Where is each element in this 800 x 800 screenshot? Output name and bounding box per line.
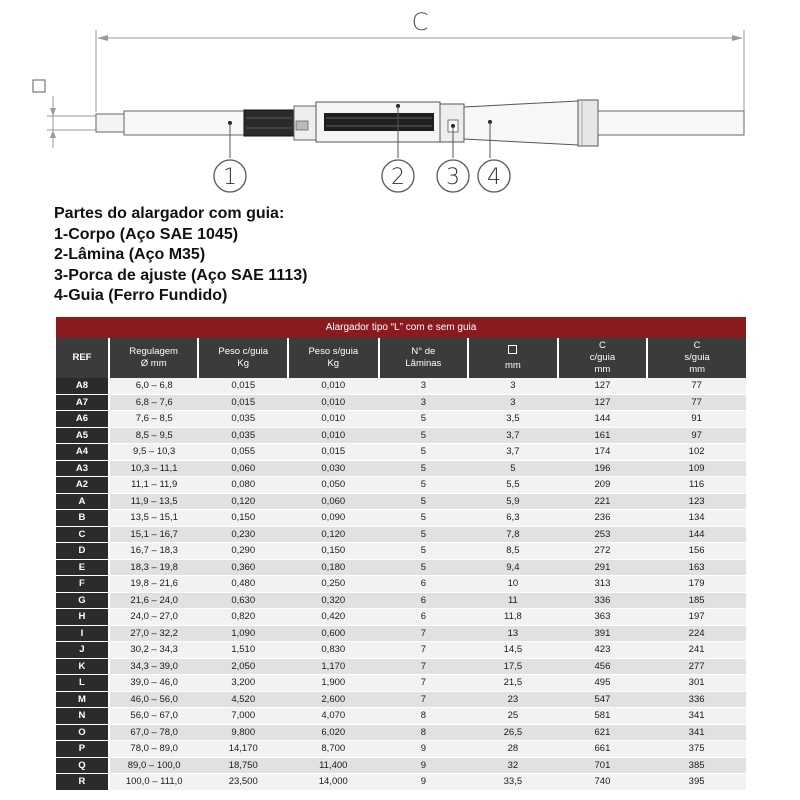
cell-regulagem: 67,0 – 78,0: [109, 724, 199, 741]
header-regulagem: [109, 338, 199, 378]
table-row: [56, 757, 746, 774]
cell-peso-com-guia: 2,050: [198, 658, 288, 675]
header-line: C: [693, 340, 701, 351]
cell-square-mm: 3,7: [468, 444, 558, 461]
cell-regulagem: 78,0 – 89,0: [109, 741, 199, 758]
cell-peso-sem-guia: 0,015: [288, 444, 379, 461]
cell-square-mm: 33,5: [468, 774, 558, 791]
table-title-row: [56, 317, 746, 338]
cell-c-com-guia: 547: [558, 691, 648, 708]
header-c-sem-guia: [647, 338, 746, 378]
header-square: [468, 338, 558, 378]
cell-laminas: 6: [379, 609, 469, 626]
cell-regulagem: 7,6 – 8,5: [109, 411, 199, 428]
table-row: [56, 559, 746, 576]
cell-peso-sem-guia: 4,070: [288, 708, 379, 725]
cell-peso-sem-guia: 0,600: [288, 625, 379, 642]
cell-peso-com-guia: 0,290: [198, 543, 288, 560]
cell-peso-com-guia: 0,035: [198, 427, 288, 444]
cell-regulagem: 39,0 – 46,0: [109, 675, 199, 692]
cell-laminas: 6: [379, 592, 469, 609]
cell-c-com-guia: 391: [558, 625, 648, 642]
parts-list: [54, 204, 307, 307]
square-arrow-bottom: [50, 130, 56, 138]
cell-square-mm: 13: [468, 625, 558, 642]
cell-c-sem-guia: 77: [647, 378, 746, 394]
cell-peso-sem-guia: 0,120: [288, 526, 379, 543]
parts-item: 4-Guia (Ferro Fundido): [54, 287, 228, 304]
cell-regulagem: 11,1 – 11,9: [109, 477, 199, 494]
cell-regulagem: 15,1 – 16,7: [109, 526, 199, 543]
cell-peso-sem-guia: 0,010: [288, 427, 379, 444]
header-line: C: [598, 340, 606, 351]
cell-regulagem: 34,3 – 39,0: [109, 658, 199, 675]
table-row: [56, 774, 746, 791]
header-line: mm: [689, 364, 706, 375]
cell-regulagem: 10,3 – 11,1: [109, 460, 199, 477]
cell-c-sem-guia: 341: [647, 724, 746, 741]
cell-c-com-guia: 161: [558, 427, 648, 444]
cell-ref: M: [56, 691, 109, 708]
cell-square-mm: 3,5: [468, 411, 558, 428]
cell-c-sem-guia: 179: [647, 576, 746, 593]
cell-c-sem-guia: 336: [647, 691, 746, 708]
cell-laminas: 5: [379, 493, 469, 510]
table-body: [56, 378, 746, 790]
cell-ref: N: [56, 708, 109, 725]
cell-regulagem: 9,5 – 10,3: [109, 444, 199, 461]
cell-regulagem: 18,3 – 19,8: [109, 559, 199, 576]
cell-c-sem-guia: 97: [647, 427, 746, 444]
cell-peso-com-guia: 9,800: [198, 724, 288, 741]
cell-c-com-guia: 581: [558, 708, 648, 725]
cell-square-mm: 21,5: [468, 675, 558, 692]
cell-c-com-guia: 127: [558, 378, 648, 394]
table-row: [56, 460, 746, 477]
cell-laminas: 9: [379, 757, 469, 774]
square-symbol: [33, 80, 45, 92]
cell-c-sem-guia: 241: [647, 642, 746, 659]
cell-laminas: 5: [379, 444, 469, 461]
cell-c-sem-guia: 395: [647, 774, 746, 791]
cell-laminas: 8: [379, 708, 469, 725]
cell-peso-com-guia: 18,750: [198, 757, 288, 774]
cell-laminas: 5: [379, 411, 469, 428]
cell-square-mm: 8,5: [468, 543, 558, 560]
cell-ref: D: [56, 543, 109, 560]
cell-laminas: 7: [379, 675, 469, 692]
cell-regulagem: 27,0 – 32,2: [109, 625, 199, 642]
callout-label-4: 4: [487, 165, 501, 190]
cell-regulagem: 11,9 – 13,5: [109, 493, 199, 510]
cell-c-sem-guia: 224: [647, 625, 746, 642]
cell-laminas: 5: [379, 427, 469, 444]
cell-c-sem-guia: 144: [647, 526, 746, 543]
cell-regulagem: 24,0 – 27,0: [109, 609, 199, 626]
cell-peso-com-guia: 23,500: [198, 774, 288, 791]
cell-c-sem-guia: 102: [647, 444, 746, 461]
cell-square-mm: 3: [468, 378, 558, 394]
cell-square-mm: 23: [468, 691, 558, 708]
cell-peso-sem-guia: 0,320: [288, 592, 379, 609]
cell-square-mm: 10: [468, 576, 558, 593]
spec-table: [56, 317, 746, 791]
cell-peso-com-guia: 1,510: [198, 642, 288, 659]
cell-peso-sem-guia: 0,010: [288, 378, 379, 394]
cell-laminas: 3: [379, 394, 469, 411]
cell-c-com-guia: 495: [558, 675, 648, 692]
cell-c-sem-guia: 156: [647, 543, 746, 560]
cell-square-mm: 5: [468, 460, 558, 477]
dimension-arrow-left: [97, 35, 108, 41]
header-line: Peso c/guia: [218, 346, 269, 357]
cell-c-com-guia: 236: [558, 510, 648, 527]
cell-regulagem: 30,2 – 34,3: [109, 642, 199, 659]
cell-ref: B: [56, 510, 109, 527]
cell-c-com-guia: 272: [558, 543, 648, 560]
table-row: [56, 411, 746, 428]
table-row: [56, 592, 746, 609]
cell-peso-com-guia: 14,170: [198, 741, 288, 758]
cell-ref: E: [56, 559, 109, 576]
cell-peso-com-guia: 0,150: [198, 510, 288, 527]
collar-groove: [296, 121, 308, 130]
cell-ref: O: [56, 724, 109, 741]
table-row: [56, 642, 746, 659]
cell-c-com-guia: 127: [558, 394, 648, 411]
cell-peso-com-guia: 7,000: [198, 708, 288, 725]
cell-c-com-guia: 363: [558, 609, 648, 626]
cell-c-com-guia: 701: [558, 757, 648, 774]
table-row: [56, 444, 746, 461]
table-header-row: [56, 338, 746, 378]
cell-ref: F: [56, 576, 109, 593]
cell-regulagem: 19,8 – 21,6: [109, 576, 199, 593]
cell-peso-sem-guia: 0,090: [288, 510, 379, 527]
cell-c-com-guia: 336: [558, 592, 648, 609]
cell-peso-com-guia: 0,015: [198, 378, 288, 394]
cell-c-sem-guia: 91: [647, 411, 746, 428]
cell-peso-com-guia: 0,060: [198, 460, 288, 477]
cell-ref: H: [56, 609, 109, 626]
table-row: [56, 741, 746, 758]
cell-square-mm: 6,3: [468, 510, 558, 527]
header-line: N° de: [411, 346, 436, 357]
header-line: Ø mm: [140, 358, 167, 369]
cell-laminas: 9: [379, 774, 469, 791]
cell-peso-sem-guia: 0,010: [288, 394, 379, 411]
header-ref: REF: [56, 338, 109, 378]
cell-ref: A7: [56, 394, 109, 411]
cell-c-com-guia: 423: [558, 642, 648, 659]
cell-c-com-guia: 621: [558, 724, 648, 741]
cell-square-mm: 14,5: [468, 642, 558, 659]
header-line: Kg: [237, 358, 250, 369]
cell-peso-sem-guia: 11,400: [288, 757, 379, 774]
cell-ref: R: [56, 774, 109, 791]
cell-square-mm: 3: [468, 394, 558, 411]
cell-peso-com-guia: 4,520: [198, 691, 288, 708]
square-arrow-top: [50, 108, 56, 116]
callout-label-2: 2: [391, 165, 405, 190]
cell-laminas: 8: [379, 724, 469, 741]
cell-ref: A2: [56, 477, 109, 494]
cell-c-sem-guia: 341: [647, 708, 746, 725]
cell-peso-sem-guia: 1,170: [288, 658, 379, 675]
parts-item: 2-Lâmina (Aço M35): [54, 246, 206, 263]
cell-laminas: 5: [379, 510, 469, 527]
header-line: mm: [594, 364, 611, 375]
cell-c-sem-guia: 375: [647, 741, 746, 758]
cell-c-com-guia: 291: [558, 559, 648, 576]
table-row: [56, 658, 746, 675]
callout-label-1: 1: [223, 165, 237, 190]
cell-c-sem-guia: 123: [647, 493, 746, 510]
cell-c-sem-guia: 163: [647, 559, 746, 576]
table-row: [56, 576, 746, 593]
cell-square-mm: 26,5: [468, 724, 558, 741]
cell-c-sem-guia: 77: [647, 394, 746, 411]
cell-laminas: 6: [379, 576, 469, 593]
cell-laminas: 5: [379, 543, 469, 560]
cell-ref: A: [56, 493, 109, 510]
header-line: Kg: [327, 358, 340, 369]
cell-peso-sem-guia: 0,030: [288, 460, 379, 477]
cell-c-sem-guia: 116: [647, 477, 746, 494]
cell-ref: G: [56, 592, 109, 609]
cell-peso-com-guia: 1,090: [198, 625, 288, 642]
table-row: [56, 708, 746, 725]
cell-c-sem-guia: 301: [647, 675, 746, 692]
cell-square-mm: 7,8: [468, 526, 558, 543]
cell-laminas: 9: [379, 741, 469, 758]
cell-peso-sem-guia: 0,010: [288, 411, 379, 428]
cell-c-sem-guia: 385: [647, 757, 746, 774]
cell-c-com-guia: 456: [558, 658, 648, 675]
cell-regulagem: 13,5 – 15,1: [109, 510, 199, 527]
cell-peso-sem-guia: 14,000: [288, 774, 379, 791]
header-laminas: [379, 338, 469, 378]
cell-square-mm: 11: [468, 592, 558, 609]
dimension-label-c: C: [411, 8, 429, 36]
cell-regulagem: 46,0 – 56,0: [109, 691, 199, 708]
cell-c-sem-guia: 197: [647, 609, 746, 626]
callout-label-3: 3: [446, 165, 460, 190]
parts-item: 1-Corpo (Aço SAE 1045): [54, 225, 239, 243]
cell-ref: Q: [56, 757, 109, 774]
cell-regulagem: 21,6 – 24,0: [109, 592, 199, 609]
table-row: [56, 724, 746, 741]
cell-c-com-guia: 313: [558, 576, 648, 593]
cell-square-mm: 25: [468, 708, 558, 725]
cell-c-com-guia: 144: [558, 411, 648, 428]
cell-regulagem: 56,0 – 67,0: [109, 708, 199, 725]
cell-peso-com-guia: 0,080: [198, 477, 288, 494]
cell-c-com-guia: 221: [558, 493, 648, 510]
cell-ref: K: [56, 658, 109, 675]
cell-ref: L: [56, 675, 109, 692]
header-line: s/guia: [684, 352, 710, 363]
header-c-com-guia: [558, 338, 648, 378]
cell-square-mm: 9,4: [468, 559, 558, 576]
cell-square-mm: 28: [468, 741, 558, 758]
cell-regulagem: 6,8 – 7,6: [109, 394, 199, 411]
blade-section-1: [244, 110, 294, 136]
cell-peso-sem-guia: 0,060: [288, 493, 379, 510]
parts-item: 3-Porca de ajuste (Aço SAE 1113): [54, 266, 308, 284]
cell-c-sem-guia: 185: [647, 592, 746, 609]
header-peso-com-guia: [198, 338, 288, 378]
cell-peso-sem-guia: 0,250: [288, 576, 379, 593]
cell-peso-com-guia: 0,055: [198, 444, 288, 461]
parts-heading: Partes do alargador com guia:: [54, 205, 285, 222]
cell-ref: J: [56, 642, 109, 659]
cell-ref: A8: [56, 378, 109, 394]
blade-dark-band: [324, 113, 434, 131]
cell-peso-com-guia: 0,480: [198, 576, 288, 593]
table-row: [56, 510, 746, 527]
shank-square-end: [96, 114, 124, 132]
cell-ref: C: [56, 526, 109, 543]
cell-square-mm: 5,5: [468, 477, 558, 494]
cell-ref: A4: [56, 444, 109, 461]
dimension-arrow-right: [732, 35, 743, 41]
cell-c-sem-guia: 109: [647, 460, 746, 477]
cell-laminas: 3: [379, 378, 469, 394]
cell-peso-sem-guia: 0,830: [288, 642, 379, 659]
cell-c-com-guia: 209: [558, 477, 648, 494]
cell-square-mm: 3,7: [468, 427, 558, 444]
cell-peso-com-guia: 3,200: [198, 675, 288, 692]
cell-square-mm: 32: [468, 757, 558, 774]
cell-c-com-guia: 740: [558, 774, 648, 791]
header-peso-sem-guia: [288, 338, 379, 378]
table-row: [56, 427, 746, 444]
cell-regulagem: 6,0 – 6,8: [109, 378, 199, 394]
cell-laminas: 7: [379, 658, 469, 675]
cell-ref: A6: [56, 411, 109, 428]
cell-c-com-guia: 196: [558, 460, 648, 477]
table-title: Alargador tipo “L” com e sem guia: [56, 317, 746, 338]
cell-square-mm: 5,9: [468, 493, 558, 510]
reamer-diagram: [0, 0, 800, 200]
cell-peso-com-guia: 0,035: [198, 411, 288, 428]
cell-peso-sem-guia: 0,420: [288, 609, 379, 626]
guide-taper: [464, 101, 578, 145]
cell-regulagem: 8,5 – 9,5: [109, 427, 199, 444]
cell-c-com-guia: 661: [558, 741, 648, 758]
cell-c-sem-guia: 277: [647, 658, 746, 675]
cell-laminas: 5: [379, 460, 469, 477]
header-line: Lâminas: [405, 358, 442, 369]
cell-square-mm: 11,8: [468, 609, 558, 626]
table-row: [56, 526, 746, 543]
cell-ref: A5: [56, 427, 109, 444]
cell-regulagem: 100,0 – 111,0: [109, 774, 199, 791]
cell-ref: A3: [56, 460, 109, 477]
header-line: c/guia: [589, 352, 616, 363]
cell-peso-sem-guia: 0,050: [288, 477, 379, 494]
table-row: [56, 394, 746, 411]
body-shank: [124, 111, 244, 135]
table-row: [56, 691, 746, 708]
cell-ref: P: [56, 741, 109, 758]
cell-peso-sem-guia: 0,150: [288, 543, 379, 560]
header-line: mm: [504, 359, 521, 371]
table-row: [56, 378, 746, 394]
cell-laminas: 7: [379, 642, 469, 659]
cell-c-sem-guia: 134: [647, 510, 746, 527]
cell-laminas: 7: [379, 625, 469, 642]
cell-peso-com-guia: 0,360: [198, 559, 288, 576]
cell-peso-sem-guia: 1,900: [288, 675, 379, 692]
cell-c-com-guia: 174: [558, 444, 648, 461]
header-line: Peso s/guia: [308, 346, 359, 357]
table-row: [56, 625, 746, 642]
cell-ref: I: [56, 625, 109, 642]
cell-c-com-guia: 253: [558, 526, 648, 543]
cell-peso-sem-guia: 2,600: [288, 691, 379, 708]
cell-peso-com-guia: 0,120: [198, 493, 288, 510]
table-row: [56, 493, 746, 510]
cell-peso-com-guia: 0,015: [198, 394, 288, 411]
table-row: [56, 609, 746, 626]
cell-regulagem: 16,7 – 18,3: [109, 543, 199, 560]
header-line: Regulagem: [129, 346, 178, 357]
guide-ring: [578, 100, 598, 146]
cell-peso-com-guia: 0,630: [198, 592, 288, 609]
cell-peso-com-guia: 0,230: [198, 526, 288, 543]
cell-regulagem: 89,0 – 100,0: [109, 757, 199, 774]
cell-peso-sem-guia: 8,700: [288, 741, 379, 758]
square-icon: [508, 345, 517, 354]
cell-laminas: 5: [379, 477, 469, 494]
table-row: [56, 543, 746, 560]
cell-peso-sem-guia: 6,020: [288, 724, 379, 741]
cell-peso-sem-guia: 0,180: [288, 559, 379, 576]
cell-laminas: 5: [379, 559, 469, 576]
table-row: [56, 675, 746, 692]
cell-laminas: 7: [379, 691, 469, 708]
cell-peso-com-guia: 0,820: [198, 609, 288, 626]
cell-square-mm: 17,5: [468, 658, 558, 675]
table-row: [56, 477, 746, 494]
cell-laminas: 5: [379, 526, 469, 543]
guide-pilot: [598, 111, 744, 135]
